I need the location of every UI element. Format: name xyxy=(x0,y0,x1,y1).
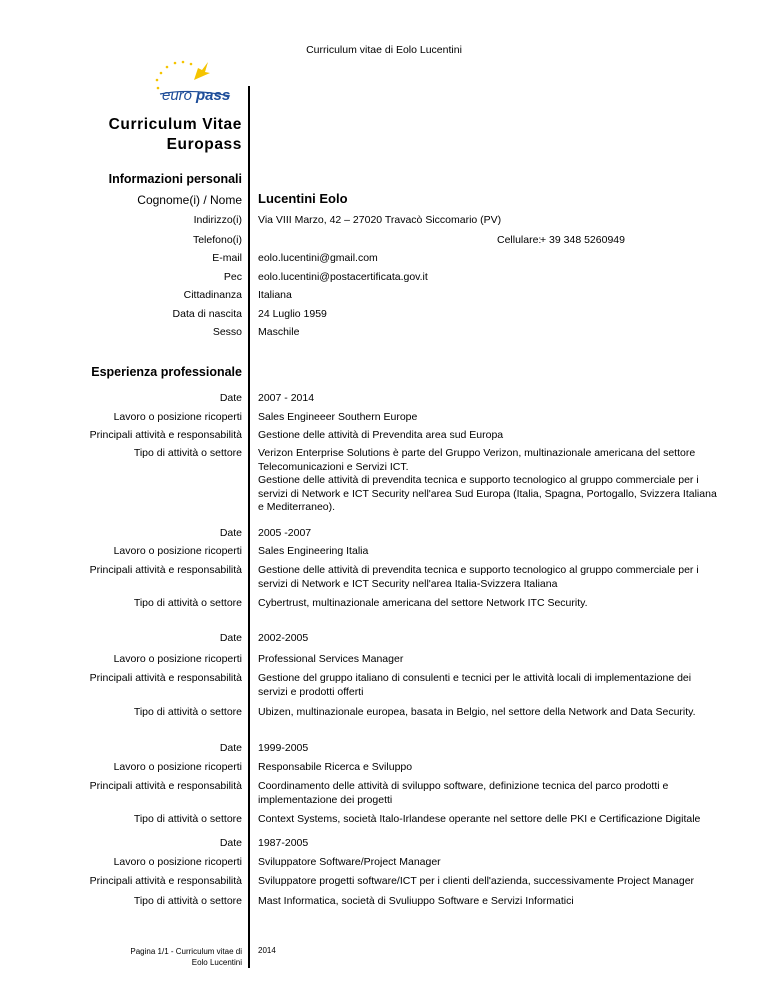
name-label: Cognome(i) / Nome xyxy=(137,193,242,207)
experience-heading: Esperienza professionale xyxy=(91,365,242,379)
job5-role: Sviluppatore Software/Project Manager xyxy=(258,856,441,868)
job5-sector: Mast Informatica, società di Svuliuppo Software e Servizi Informatici xyxy=(258,895,574,907)
europass-logo xyxy=(150,58,242,108)
job2-sector: Cybertrust, multinazionale americana del settore Network ITC Security. xyxy=(258,597,588,609)
footer-line1: Pagina 1/1 - Curriculum vitae di xyxy=(130,947,242,956)
job3-duties-label: Principali attività e responsabilità xyxy=(89,672,242,684)
job1-duties: Gestione delle attività di Prevendita area sud Europa xyxy=(258,429,504,441)
job3-role-label: Lavoro o posizione ricoperti xyxy=(113,653,242,665)
email-label: E-mail xyxy=(212,252,242,264)
job5-date-label: Date xyxy=(219,837,242,849)
page-header: Curriculum vitae di Eolo Lucentini xyxy=(306,44,462,56)
job2-sector-label: Tipo di attività o settore xyxy=(133,597,242,609)
job1-date: 2007 - 2014 xyxy=(258,392,315,404)
name-value: Lucentini Eolo xyxy=(258,191,348,206)
logo-text-pass: pass xyxy=(196,87,231,104)
citizenship-label: Cittadinanza xyxy=(183,289,242,301)
job4-duties-label: Principali attività e responsabilità xyxy=(89,780,242,792)
job3-sector: Ubizen, multinazionale europea, basata in Belgio, nel settore della Network and Data Security. xyxy=(258,706,696,718)
job5-sector-label: Tipo di attività o settore xyxy=(133,895,242,907)
pec-label: Pec xyxy=(223,271,242,283)
job4-role-label: Lavoro o posizione ricoperti xyxy=(113,761,242,773)
birth-value: 24 Luglio 1959 xyxy=(258,308,327,320)
job5-duties-label: Principali attività e responsabilità xyxy=(89,875,242,887)
job2-date-label: Date xyxy=(219,527,242,539)
cv-subtitle: Europass xyxy=(166,136,242,153)
phone-label: Telefono(i) xyxy=(192,234,242,246)
job1-sector-label: Tipo di attività o settore xyxy=(133,447,242,459)
job1-sector-text: Verizon Enterprise Solutions è parte del Gruppo Verizon, multinazionale americana del settore Telecomunicazioni e Servizi ICT. xyxy=(258,447,696,473)
job4-role: Responsabile Ricerca e Sviluppo xyxy=(258,761,413,773)
sex-label: Sesso xyxy=(212,326,242,338)
job3-duties: Gestione del gruppo italiano di consulenti e tecnici per le attività locali di implementazione dei servizi e prodotti offerti xyxy=(258,672,692,698)
job4-duties: Coordinamento delle attività di sviluppo software, definizione tecnica del parco prodotti e implementazione dei progetti xyxy=(258,780,669,806)
address-value: Via VIII Marzo, 42 – 27020 Travacò Siccomario (PV) xyxy=(258,214,502,226)
personal-heading: Informazioni personali xyxy=(108,172,242,186)
logo-text-euro: euro xyxy=(162,87,193,104)
footer-year: 2014 xyxy=(258,946,276,955)
pec-value: eolo.lucentini@postacertificata.gov.it xyxy=(258,271,428,283)
job2-role: Sales Engineering Italia xyxy=(258,545,369,557)
job1-role: Sales Engineeer Southern Europe xyxy=(258,411,418,423)
birth-label: Data di nascita xyxy=(172,308,242,320)
job1-duties-label: Principali attività e responsabilità xyxy=(89,429,242,441)
job2-duties-label: Principali attività e responsabilità xyxy=(89,564,242,576)
mobile-label: Cellulare: xyxy=(497,234,542,246)
page-footer xyxy=(130,946,242,968)
job5-role-label: Lavoro o posizione ricoperti xyxy=(113,856,242,868)
job2-duties: Gestione delle attività di prevendita tecnica e supporto tecnologico al gruppo commerciale per i servizi di Network e ICT Security nell'area Italia-Svizzera Italiana xyxy=(258,564,699,590)
address-label: Indirizzo(i) xyxy=(193,214,242,226)
job3-sector-label: Tipo di attività o settore xyxy=(133,706,242,718)
job1-date-label: Date xyxy=(219,392,242,404)
job4-date: 1999-2005 xyxy=(258,742,309,754)
job4-sector-label: Tipo di attività o settore xyxy=(133,813,242,825)
job5-duties: Sviluppatore progetti software/ICT per i clienti dell'azienda, successivamente Project Manager xyxy=(258,875,695,887)
job4-sector: Context Systems, società Italo-Irlandese operante nel settore delle PKI e Certificazione Digitale xyxy=(258,813,701,825)
job3-date-label: Date xyxy=(219,632,242,644)
cv-title: Curriculum Vitae xyxy=(108,116,242,133)
job5-date: 1987-2005 xyxy=(258,837,309,849)
job4-date-label: Date xyxy=(219,742,242,754)
sex-value: Maschile xyxy=(258,326,300,338)
job1-sector-extra: Gestione delle attività di prevendita tecnica e supporto tecnologico al gruppo commerciale per i servizi di Network e ICT Security nell'area Sud Europa (Italia, Spagna, Portogallo, Svizzera Italiana e Mediterraneo). xyxy=(258,474,717,514)
footer-line2: Eolo Lucentini xyxy=(191,958,242,967)
email-value: eolo.lucentini@gmail.com xyxy=(258,252,378,264)
figure-icon xyxy=(194,62,210,80)
mobile-value: + 39 348 5260949 xyxy=(540,234,625,246)
job2-role-label: Lavoro o posizione ricoperti xyxy=(113,545,242,557)
job1-sector xyxy=(258,447,718,515)
vertical-divider xyxy=(248,86,250,968)
job3-date: 2002-2005 xyxy=(258,632,309,644)
job2-date: 2005 -2007 xyxy=(258,527,312,539)
citizenship-value: Italiana xyxy=(258,289,292,301)
job3-role: Professional Services Manager xyxy=(258,653,404,665)
job1-role-label: Lavoro o posizione ricoperti xyxy=(113,411,242,423)
